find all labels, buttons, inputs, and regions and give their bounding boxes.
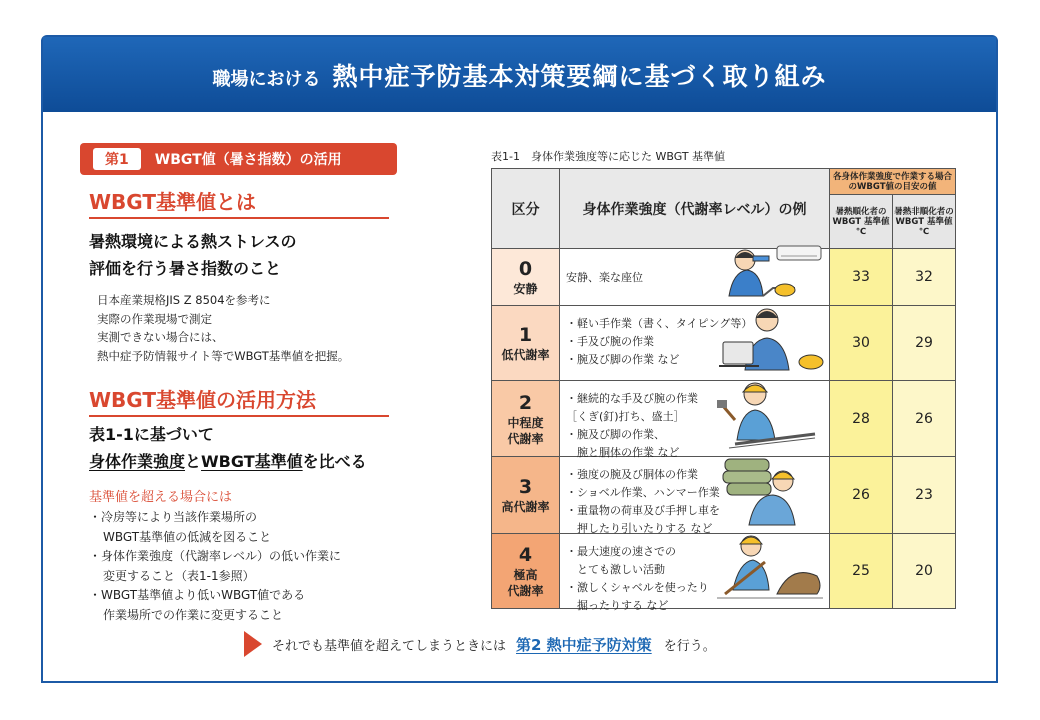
how-subheading: 基準値を超える場合には (89, 490, 233, 505)
how-bullets (89, 508, 341, 625)
what-heading: WBGT基準値とは (89, 186, 389, 219)
example-line: ［くぎ(釘)打ち、盛土］ (566, 409, 685, 423)
example-cell (560, 305, 830, 380)
level-label: 安静 (513, 281, 538, 296)
nonacclimatized-value: 20 (893, 533, 956, 608)
example-line: 掘ったりする など (566, 598, 669, 612)
bottom-text-tail: を行う。 (663, 638, 716, 654)
what-note: 熱中症予防情報サイト等でWBGT基準値を把握。 (97, 348, 350, 363)
level-number: 1 (518, 323, 533, 346)
example-cell (560, 533, 830, 612)
example-line: ・ショベル作業、ハンマー作業 (566, 486, 720, 500)
example-line: ・軽い手作業（書く、タイピング等） (566, 316, 753, 330)
nonacclimatized-value: 32 (893, 249, 956, 305)
worker-illustration (715, 532, 825, 606)
acclimatized-value: 33 (830, 249, 893, 305)
col-header-acclimatized: 暑熱順化者の WBGT 基準値 ℃ (830, 195, 893, 249)
bullet-line: ・冷房等により当該作業場所の (89, 510, 258, 524)
level-number: 0 (518, 257, 533, 280)
how-lead-term1: 身体作業強度 (89, 452, 186, 471)
example-line: ・継続的な手及び腕の作業 (566, 391, 698, 405)
col-header-group: 各身体作業強度で作業する場合のWBGT値の目安の値 (830, 169, 956, 195)
bullet-line: WBGT基準値の低減を図ること (103, 529, 272, 544)
nonacclimatized-value: 26 (893, 380, 956, 456)
worker-illustration (715, 306, 825, 378)
level-number: 4 (518, 543, 533, 566)
section-number: 第1 (93, 148, 141, 170)
example-line: とても激しい活動 (566, 562, 665, 576)
what-note: 実測できない場合には、 (97, 330, 224, 344)
worker-illustration (715, 455, 825, 531)
example-line: ・手及び腕の作業 (566, 334, 654, 348)
example-line: ・激しくシャベルを使ったり (566, 580, 709, 594)
slide-header (43, 37, 996, 112)
level-cell (492, 533, 560, 608)
level-cell (492, 249, 560, 305)
level-cell (492, 457, 560, 533)
example-cell (560, 457, 830, 536)
nonacclimatized-value: 23 (893, 457, 956, 533)
level-label: 代謝率 (507, 431, 544, 446)
how-lead-term2: WBGT基準値 (201, 452, 303, 471)
how-lead-and: と (185, 452, 202, 471)
worker-illustration (715, 380, 825, 454)
what-notes (97, 291, 349, 365)
level-number: 2 (518, 391, 533, 414)
section-bar (80, 143, 397, 175)
bullet-line: 作業場所での作業に変更すること (103, 607, 284, 622)
bullet-line: ・WBGT基準値より低いWBGT値である (89, 588, 306, 602)
table-row (492, 533, 956, 608)
example-line: 腕と胴体の作業 など (566, 445, 680, 459)
example-line: ・強度の腕及び胴体の作業 (566, 468, 698, 482)
acclimatized-value: 25 (830, 533, 893, 608)
bottom-note (244, 631, 716, 657)
table-caption: 表1-1 身体作業強度等に応じた WBGT 基準値 (491, 150, 726, 163)
table-row (492, 249, 956, 305)
how-lead-line2 (89, 448, 367, 475)
link-heat-stroke-measures[interactable]: 第2 熱中症予防対策 (516, 635, 652, 654)
example-cell (560, 380, 830, 459)
acclimatized-value: 28 (830, 380, 893, 456)
level-label: 中程度 (507, 415, 544, 430)
table-row (492, 380, 956, 456)
section-label: WBGT値（暑さ指数）の活用 (154, 152, 342, 168)
level-label: 低代謝率 (501, 347, 550, 362)
col-header-category: 区分 (492, 169, 560, 249)
level-label: 極高 (513, 567, 538, 582)
what-lead-line1: 暑熱環境による熱ストレスの (89, 232, 297, 251)
how-lead (89, 421, 367, 475)
table-row (492, 305, 956, 380)
worker-illustration (715, 244, 825, 303)
col-header-nonacclimatized: 暑熱非順化者の WBGT 基準値 ℃ (893, 195, 956, 249)
header-prefix: 職場における (212, 68, 321, 90)
example-line: 押したり引いたりする など (566, 522, 713, 536)
example-line: ・腕及び脚の作業、 (566, 427, 665, 441)
level-label: 高代謝率 (501, 499, 550, 514)
how-heading: WBGT基準値の活用方法 (89, 384, 389, 417)
bullet-line: 変更すること（表1-1参照） (103, 568, 255, 583)
what-note: 日本産業規格JIS Z 8504を参考に (97, 293, 271, 307)
what-lead-line2: 評価を行う暑さ指数のこと (89, 259, 282, 278)
level-cell (492, 380, 560, 456)
level-number: 3 (518, 475, 533, 498)
col-header-example: 身体作業強度（代謝率レベル）の例 (560, 169, 830, 249)
bottom-text: それでも基準値を超えてしまうときには (272, 638, 507, 654)
acclimatized-value: 30 (830, 305, 893, 380)
acclimatized-value: 26 (830, 457, 893, 533)
bullet-line: ・身体作業強度（代謝率レベル）の低い作業に (89, 549, 342, 563)
table-row (492, 457, 956, 533)
what-note: 実際の作業現場で測定 (97, 311, 212, 326)
example-line: ・重量物の荷車及び手押し車を (566, 504, 720, 518)
example-line: ・最大速度の速さでの (566, 544, 676, 558)
header-title: 熱中症予防基本対策要綱に基づく取り組み (332, 61, 827, 91)
example-line: ・腕及び脚の作業 など (566, 352, 680, 366)
wbgt-table (491, 168, 956, 612)
arrow-right-icon (244, 631, 262, 657)
nonacclimatized-value: 29 (893, 305, 956, 380)
what-lead (89, 228, 297, 282)
level-label: 代謝率 (507, 583, 544, 598)
how-lead-tail: を比べる (302, 452, 367, 471)
example-cell (560, 249, 830, 305)
how-lead-line1: 表1-1に基づいて (89, 425, 214, 444)
level-cell (492, 305, 560, 380)
example-line: 安静、楽な座位 (566, 271, 643, 285)
